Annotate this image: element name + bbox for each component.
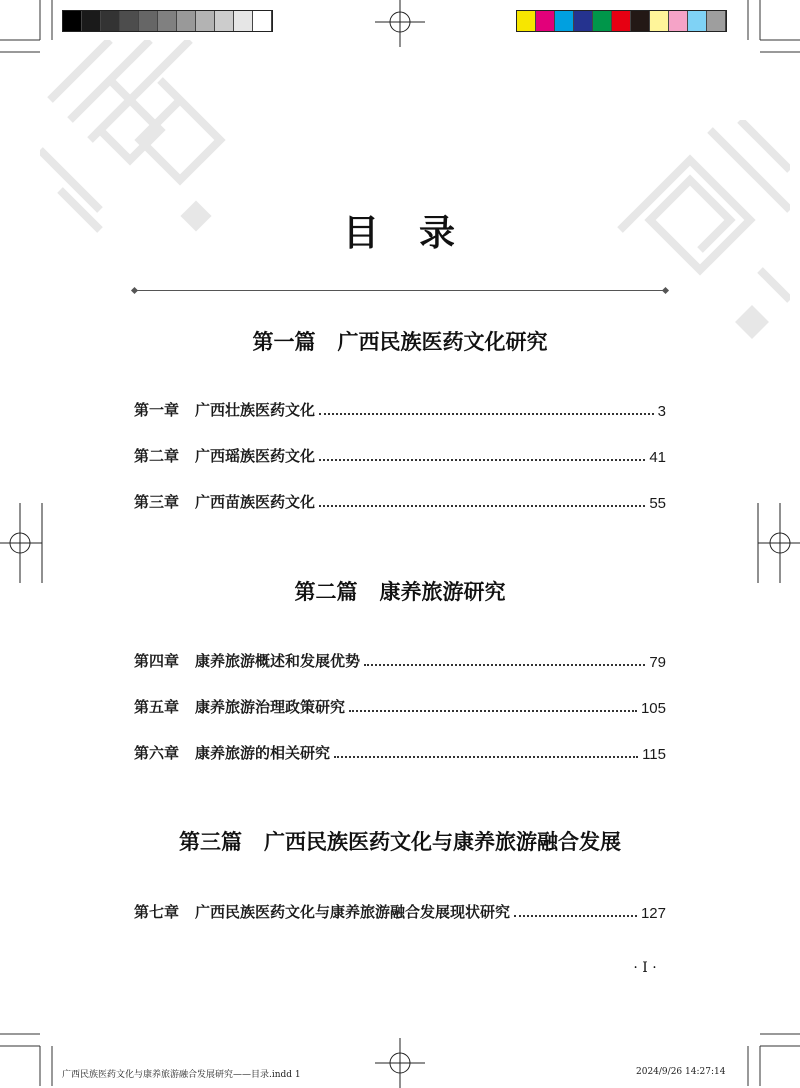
toc-entry[interactable] xyxy=(134,398,666,420)
page-number: 55 xyxy=(649,495,666,512)
part-number: 第一篇 xyxy=(252,329,316,354)
title-divider xyxy=(134,290,666,291)
dot-leader xyxy=(319,412,654,415)
chapter-number: 第七章 xyxy=(134,903,180,921)
registration-target-bottom xyxy=(375,1038,425,1088)
title-char: 目 xyxy=(342,212,381,254)
toc-entry[interactable] xyxy=(134,900,666,922)
dot-leader xyxy=(334,755,638,758)
registration-target-top xyxy=(375,0,425,47)
page-number: 127 xyxy=(640,905,666,922)
chapter-title: 广西瑶族医药文化 xyxy=(195,447,316,465)
part-title: 广西民族医药文化与康养旅游融合发展 xyxy=(264,829,621,854)
chapter-title: 康养旅游的相关研究 xyxy=(195,744,331,762)
chapter-number: 第六章 xyxy=(134,744,180,762)
chapter-number: 第三章 xyxy=(134,493,180,511)
chapter-title: 广西壮族医药文化 xyxy=(195,401,316,419)
part-title: 广西民族医药文化研究 xyxy=(337,329,548,354)
part-title: 康养旅游研究 xyxy=(379,579,506,604)
dot-leader xyxy=(514,914,637,917)
part-number: 第二篇 xyxy=(294,579,358,604)
part-number: 第三篇 xyxy=(179,829,242,854)
page-folio: · I · xyxy=(633,960,657,976)
toc-entry[interactable] xyxy=(134,741,666,763)
chapter-number: 第一章 xyxy=(134,401,180,419)
page-title xyxy=(0,205,800,256)
page-number: 3 xyxy=(657,403,666,420)
dot-leader xyxy=(319,504,645,507)
toc-entry[interactable] xyxy=(134,649,666,671)
part-heading xyxy=(0,826,800,856)
page-number: 105 xyxy=(640,700,666,717)
page-number: 41 xyxy=(649,449,666,466)
title-char: 录 xyxy=(419,212,458,254)
toc-entry[interactable] xyxy=(134,695,666,717)
toc-entry[interactable] xyxy=(134,444,666,466)
page-number: 79 xyxy=(649,654,666,671)
chapter-title: 广西苗族医药文化 xyxy=(195,493,316,511)
chapter-title: 康养旅游概述和发展优势 xyxy=(195,652,361,670)
part-heading xyxy=(0,326,800,356)
page-number: 115 xyxy=(642,746,666,763)
slug-filename: 广西民族医药文化与康养旅游融合发展研究——目录.indd 1 xyxy=(62,1070,301,1080)
slug-timestamp: 2024/9/26 14:27:14 xyxy=(636,1067,726,1077)
toc-entry[interactable] xyxy=(134,490,666,512)
dot-leader xyxy=(319,458,645,461)
chapter-title: 广西民族医药文化与康养旅游融合发展现状研究 xyxy=(195,903,511,921)
chapter-number: 第四章 xyxy=(134,652,180,670)
registration-target-right xyxy=(750,503,800,583)
dot-leader xyxy=(364,663,645,666)
part-heading xyxy=(0,576,800,606)
dot-leader xyxy=(349,709,637,712)
chapter-title: 康养旅游治理政策研究 xyxy=(195,698,346,716)
chapter-number: 第二章 xyxy=(134,447,180,465)
registration-target-left xyxy=(0,503,50,583)
chapter-number: 第五章 xyxy=(134,698,180,716)
